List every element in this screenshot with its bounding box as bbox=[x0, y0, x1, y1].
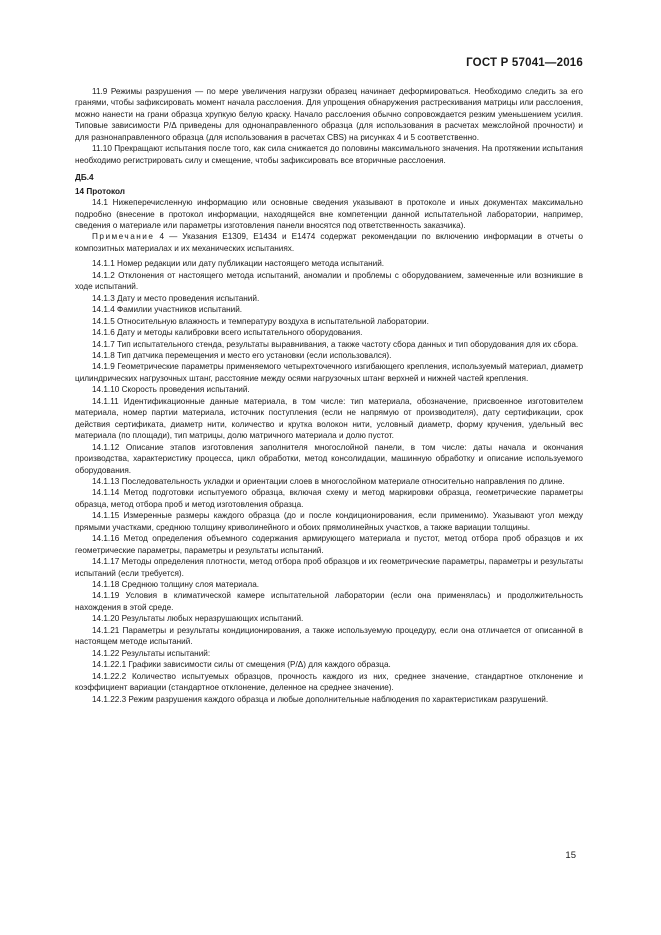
list-item: 14.1.9 Геометрические параметры применяемого четырехточечного изгибающего крепления, используемый материал, диаметр цилиндрических нагрузочных штанг, расстояние между осями нагрузочных штанг верхней и нижней частей крепления. bbox=[75, 362, 583, 383]
list-item: 14.1.22 Результаты испытаний: bbox=[92, 648, 211, 658]
list-item: 14.1.5 Относительную влажность и температуру воздуха в испытательной лаборатории. bbox=[92, 316, 429, 326]
list-item: 14.1.14 Метод подготовки испытуемого образца, включая схему и метод маркировки образца, геометрические параметры образца, метод отбора проб и метод изготовления образца. bbox=[75, 488, 583, 509]
list-item: 14.1.15 Измеренные размеры каждого образца (до и после кондиционирования, если применимо). Указывают угол между прямыми участками, среднюю толщину криволинейного и обоих прямолинейных участков, а также вариации толщины. bbox=[75, 511, 583, 532]
list-item: 14.1.19 Условия в климатической камере испытательной лаборатории (если она применялась) и продолжительность нахождения в этой среде. bbox=[75, 591, 583, 612]
section-heading-db4: ДБ.4 bbox=[75, 173, 94, 183]
list-item: 14.1.10 Скорость проведения испытаний. bbox=[92, 385, 250, 395]
list-item: 14.1.12 Описание этапов изготовления заполнителя многослойной панели, в том числе: даты начала и окончания производства, характеристику процесса, цикл обработки, метод консолидации, машинную обработку и описание используемого оборудования. bbox=[75, 442, 583, 475]
protocol-items-list bbox=[75, 258, 583, 705]
list-item: 14.1.18 Среднюю толщину слоя материала. bbox=[92, 580, 260, 590]
document-header: ГОСТ Р 57041—2016 bbox=[466, 57, 583, 69]
list-item: 14.1.13 Последовательность укладки и ориентации слоев в многослойном материале относительно направления по длине. bbox=[92, 476, 565, 486]
paragraph-11-9: 11.9 Режимы разрушения — по мере увеличения нагрузки образец начинает деформироваться. Необходимо следить за его гранями, чтобы зафиксировать момент начала расслоения. Для упрощения обнаружения растрескивания матрицы или расслоения, можно нанести на грани образца хрупкую белую краску. Начало расслоения обычно сопровождается резким уменьшением усилия. Типовые зависимости P/Δ приведены для однонаправленного образца (для использования в расчетах межслойной прочности) и для разнонаправленного образца (для использования в расчетах CBS) на рисунках 4 и 5 соответственно. bbox=[75, 87, 583, 142]
note-label: Примечание bbox=[92, 232, 155, 242]
list-item: 14.1.22.2 Количество испытуемых образцов, прочность каждого из них, среднее значение, стандартное отклонение и коэффициент вариации (стандартное отклонение, деленное на среднее значение). bbox=[75, 671, 583, 693]
list-item: 14.1.4 Фамилии участников испытаний. bbox=[92, 305, 243, 315]
list-item: 14.1.6 Дату и методы калибровки всего испытательного оборудования. bbox=[92, 328, 363, 338]
list-item: 14.1.21 Параметры и результаты кондиционирования, а также используемую процедуру, если она отличается от описанной в настоящем методе испытаний. bbox=[75, 625, 583, 647]
document-body bbox=[75, 86, 583, 705]
list-item: 14.1.3 Дату и место проведения испытаний. bbox=[92, 293, 260, 303]
list-item: 14.1.7 Тип испытательного стенда, результаты выравнивания, а также частоту сбора данных и тип оборудования для их сбора. bbox=[92, 339, 579, 349]
paragraph-11-10: 11.10 Прекращают испытания после того, как сила снижается до половины максимального значения. На протяжении испытания необходимо регистрировать силу и смещение, чтобы зафиксировать все вторичные расслоения. bbox=[75, 144, 583, 165]
list-item: 14.1.22.1 Графики зависимости силы от смещения (P/Δ) для каждого образца. bbox=[92, 660, 391, 670]
list-item: 14.1.16 Метод определения объемного содержания армирующего материала и пустот, метод отбора проб образцов и их геометрические параметры, параметры и результаты испытаний. bbox=[75, 534, 583, 555]
list-item: 14.1.2 Отклонения от настоящего метода испытаний, аномалии и проблемы с оборудованием, замеченные или возникшие в ходе испытаний. bbox=[75, 270, 583, 292]
paragraph-14-1: 14.1 Нижеперечисленную информацию или основные сведения указывают в протоколе и иных документах максимально подробно (внесение в протокол информации, находящейся вне компетенции данной испытательной лаборатории, например, сведения о материале или параметры изготовления панели вносятся под ответственность заказчика). bbox=[75, 198, 583, 230]
list-item: 14.1.22.3 Режим разрушения каждого образца и любые дополнительные наблюдения по характеристикам разрушений. bbox=[92, 694, 549, 704]
list-item: 14.1.20 Результаты любых неразрушающих испытаний. bbox=[92, 614, 304, 624]
list-item: 14.1.11 Идентификационные данные материала, в том числе: тип материала, обозначение, присвоенное изготовителем материала, номер партии материала, источник поступления (если не напрямую от производителя), дату сертификации, срок действия сертификата, диаметр нити, количество и крутка волокон нити, условный диаметр, форму кручения, удельный вес материала (по площади), тип матрицы, долю матричного материала и долю пустот. bbox=[75, 396, 583, 441]
note-text: 4 — Указания E1309, E1434 и E1474 содержат рекомендации по включению информации в отчеты о композитных материалах и их механических испытаниях. bbox=[75, 232, 583, 253]
section-heading-protocol: 14 Протокол bbox=[75, 186, 125, 196]
page-number: 15 bbox=[565, 850, 576, 861]
note-4 bbox=[75, 231, 583, 254]
list-item: 14.1.8 Тип датчика перемещения и место его установки (если использовался). bbox=[92, 350, 392, 360]
list-item: 14.1.17 Методы определения плотности, метод отбора проб образцов и их геометрические параметры, параметры и результаты испытаний (если требуется). bbox=[75, 557, 583, 578]
list-item: 14.1.1 Номер редакции или дату публикации настоящего метода испытаний. bbox=[92, 259, 385, 269]
